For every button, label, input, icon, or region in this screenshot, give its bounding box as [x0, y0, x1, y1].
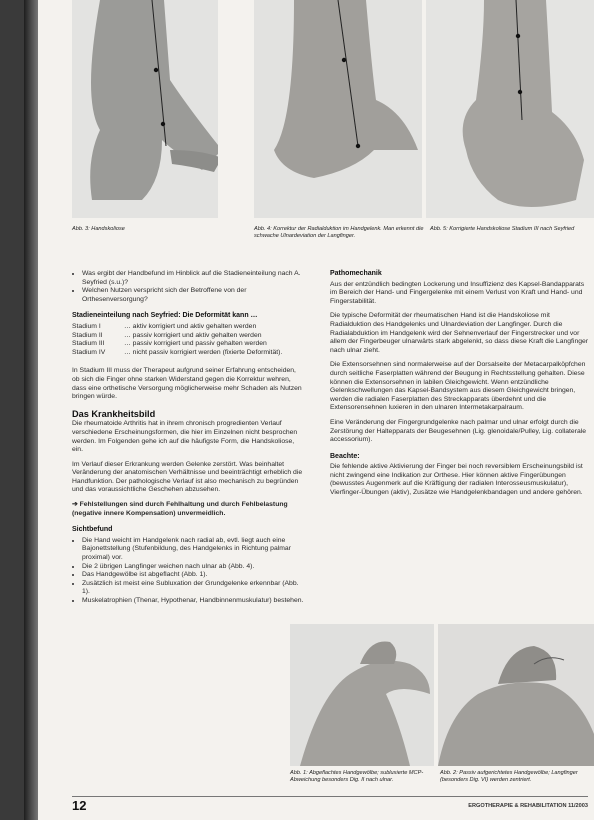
- beachte-heading: Beachte:: [330, 452, 360, 460]
- footer-rule: [72, 796, 588, 797]
- arrow-note-text: Fehlstellungen sind durch Fehlhaltung und durch Fehlbelastung (negative innere Kompensation) unvermeidlich.: [72, 501, 288, 517]
- question-list: [72, 270, 304, 304]
- section-heading: Das Krankheitsbild: [72, 408, 156, 419]
- arrow-right-icon: ➔: [72, 501, 80, 509]
- caption-abb2: Abb. 2: Passiv aufgerichtetes Handgewölbe; Langfinger (besonders Dig. VI) werden zentriert.: [440, 770, 578, 783]
- stage-label: Stadium II: [72, 331, 103, 339]
- photo-abb4: [254, 0, 422, 218]
- paragraph: Die Extensorsehnen sind normalerweise auf der Dorsalseite der Metacarpalköpfchen durch seitliche Faserplatten während der Beugung in Rechtsstellung gehalten. Diese können die Extensorsehnen in labilen Gleichgewicht. Wenn entzündliche Gelenkschwellungen das Kapsel-Bandsystem aus diesem Gleichgewicht bringen, werden die radialen Faserplatten des Streckapparats überdehnt und die Extensorensehnen luxieren in den ulnaren Intermetakarpalraum.: [330, 361, 586, 412]
- hand-photo-icon: [72, 0, 218, 218]
- journal-footer: ERGOTHERAPIE & REHABILITATION 11/2003: [468, 803, 588, 809]
- photo-abb3: [72, 0, 218, 218]
- caption-abb1: Abb. 1: Abgeflachtes Handgewölbe; subluxierte MCP-Abweichung besonders Dig. II nach ulnar.: [290, 770, 424, 783]
- photo-abb1: [290, 624, 434, 766]
- right-column: [330, 270, 590, 504]
- sicht-heading: Sichtbefund: [72, 526, 113, 534]
- paragraph: Im Verlauf dieser Erkrankung werden Gelenke zerstört. Was beinhaltet Veränderung der anatomischen Verhältnisse und beeinträchtigt erheblich die Handfunktion. Der pathologische Verlauf ist also mechanisch zu begründen und das voraussichtliche Geschehen abzusehen.: [72, 460, 303, 494]
- stage-text: … passiv korrigiert und aktiv gehalten werden: [124, 331, 262, 339]
- stage-text: … nicht passiv korrigiert werden (fixierte Deformität).: [124, 348, 283, 356]
- photo-abb5: [426, 0, 594, 218]
- stages-list: [72, 323, 304, 357]
- photo-abb2: [438, 624, 594, 766]
- sicht-list: [72, 537, 304, 606]
- list-item: • Welchen Nutzen verspricht sich der Betroffene von der Orthesenversorgung?: [82, 287, 304, 304]
- paragraph: Aus der entzündlich bedingten Lockerung und Insuffizienz des Kapsel-Bandapparats im Bereich der Hand- und Fingergelenke mit einem Verlust von Kraft und Hand- und Fingerstabilität.: [330, 280, 585, 305]
- hand-photo-icon: [254, 0, 422, 218]
- caption-abb5: Abb. 5: Korrigierte Handskoliose Stadium III nach Seyfried: [430, 226, 575, 232]
- stage-row: [72, 340, 304, 349]
- hand-photo-icon: [438, 624, 594, 766]
- stage-row: [72, 332, 304, 341]
- stage-paragraph: In Stadium III muss der Therapeut aufgrund seiner Erfahrung entscheiden, ob sich die Finger ohne starken Widerstand gegen die Korrektur wehren, dass eine orthetische Versorgung möglicherweise mehr Schaden als Nutzen bringen würde.: [72, 367, 302, 401]
- caption-abb4: Abb. 4: Korrektur der Radialduktion im Handgelenk. Man erkennt die schwache Ulnardeviation der Langfinger.: [254, 226, 424, 239]
- list-item: • Das Handgewölbe ist abgeflacht (Abb. 1).: [82, 571, 304, 580]
- stage-text: … aktiv korrigiert und aktiv gehalten werden: [124, 322, 257, 330]
- stage-row: [72, 349, 304, 358]
- hand-photo-icon: [290, 624, 434, 766]
- stage-label: Stadium IV: [72, 348, 106, 356]
- hand-photo-icon: [426, 0, 594, 218]
- patho-heading: Pathomechanik: [330, 270, 382, 277]
- stage-row: [72, 323, 304, 332]
- list-item: • Was ergibt der Handbefund im Hinblick auf die Stadieneinteilung nach A. Seyfried (s.u.)?: [82, 270, 304, 287]
- stage-text: … passiv korrigiert und passiv gehalten werden: [124, 340, 267, 348]
- list-item: • Die Hand weicht im Handgelenk nach radial ab, evtl. liegt auch eine Bajonettstellung (Stufenbildung, des Handgelenks in Richtung palmar proximal) vor.: [82, 537, 304, 563]
- book-spine-shadow: [24, 0, 38, 820]
- stages-heading: Stadieneinteilung nach Seyfried: Die Deformität kann …: [72, 312, 258, 320]
- paragraph: Die fehlende aktive Aktivierung der Finger bei noch reversiblem Erscheinungsbild ist nicht zwingend eine Indikation zur Orthese. Hier können aktive Fingerübungen (bewusstes Augenmerk auf die Kräftigung der radialen Interosseusmuskulatur), Vierfinger-Übungen (aktiv), Zusätze wie Handgelenkbandagen und andere gehören.: [330, 463, 583, 497]
- document-page: [38, 0, 594, 820]
- page-number: 12: [72, 798, 87, 813]
- list-item: • Zusätzlich ist meist eine Subluxation der Grundgelenke erkennbar (Abb. 1).: [82, 580, 304, 597]
- list-item: • Muskelatrophien (Thenar, Hypothenar, Handbinnenmuskulatur) bestehen.: [82, 597, 304, 606]
- paragraph: Die rheumatoide Arthritis hat in ihrem chronisch progredienten Verlauf verschiedene Erscheinungsformen, die hier im Einzelnen nicht besprochen werden. Im Folgenden gehe ich auf die häufigste Form, die Handskoliose, ein.: [72, 420, 298, 454]
- caption-abb3: Abb. 3: Handskoliose: [72, 226, 125, 232]
- stage-label: Stadium I: [72, 322, 101, 330]
- paragraph: Die typische Deformität der rheumatischen Hand ist die Handskoliose mit Radialduktion des Handgelenks und Ulnardeviation der Langfinger. Durch die Radialabduktion im Handgelenk wird der Sehnenverlauf der Fingerstrecker und vor allem der Fingerbeuger ulnarwärts stark abgelenkt, so dass diese Kraft die Langfinger nach ulnar zieht.: [330, 312, 589, 354]
- arrow-note: [72, 501, 304, 518]
- paragraph: Eine Veränderung der Fingergrundgelenke nach palmar und ulnar erfolgt durch die Zerstörung der Haltepparats der Beugesehnen (Lig. glenoidale/Pulley, Lig. collaterale accessorium).: [330, 418, 587, 444]
- left-column: [72, 270, 304, 612]
- list-item: • Die 2 übrigen Langfinger weichen nach ulnar ab (Abb. 4).: [82, 563, 304, 572]
- stage-label: Stadium III: [72, 340, 105, 348]
